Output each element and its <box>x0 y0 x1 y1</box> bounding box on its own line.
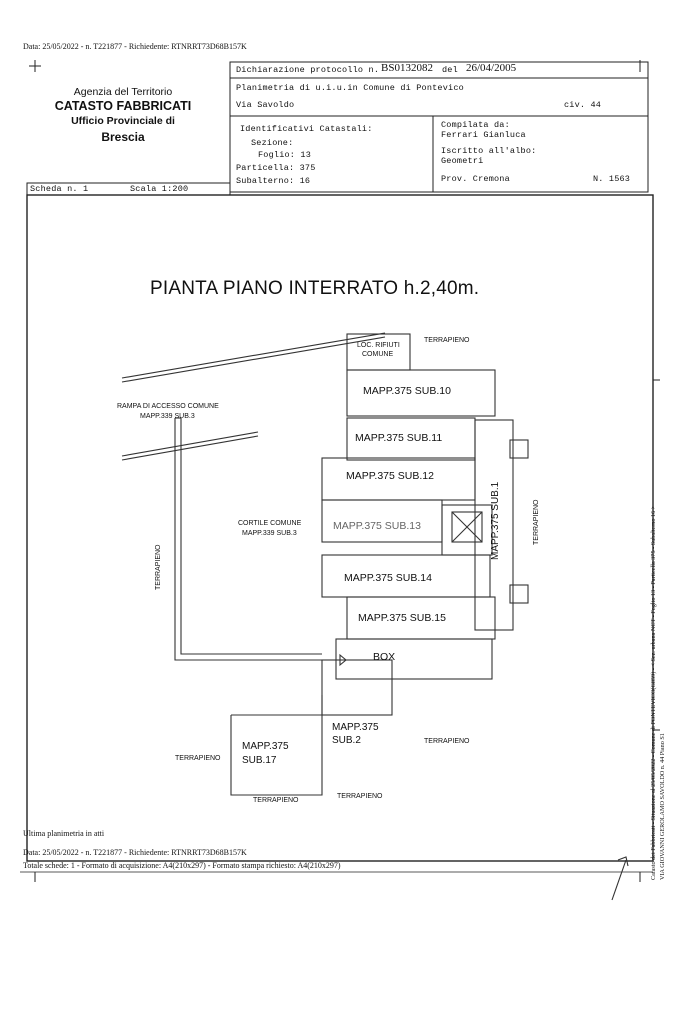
identifier-sezione: Sezione: <box>251 138 294 148</box>
label-terrapieno-bottom-mid: TERRAPIENO <box>337 793 383 800</box>
identifiers-title: Identificativi Catastali: <box>240 124 373 134</box>
room-sub11: MAPP.375 SUB.11 <box>355 432 443 444</box>
identifier-particella: Particella: 375 <box>236 163 316 173</box>
label-loc-rifiuti: LOC. RIFIUTI <box>357 342 400 349</box>
compiled-by-name: Ferrari Gianluca <box>441 130 526 140</box>
label-cortile: CORTILE COMUNE <box>238 520 302 527</box>
registered-value: Geometri <box>441 156 484 166</box>
planimetria-text: Planimetria di u.i.u.in Comune di Pontevico <box>236 83 464 93</box>
room-sub1: MAPP.375 SUB.1 <box>490 481 501 560</box>
sheet-scale: Scala 1:200 <box>130 184 189 194</box>
agency-name: Agenzia del Territorio <box>73 86 173 98</box>
protocol-prefix: Dichiarazione protocollo n. <box>236 65 380 75</box>
compiled-by-label: Compilata da: <box>441 120 510 130</box>
label-terrapieno-top: TERRAPIENO <box>424 337 470 344</box>
label-terrapieno-right: TERRAPIENO <box>533 499 540 545</box>
label-rampa-sub: MAPP.339 SUB.3 <box>140 413 195 420</box>
label-terrapieno-right-bottom: TERRAPIENO <box>424 738 470 745</box>
label-cortile-sub: MAPP.339 SUB.3 <box>242 530 297 537</box>
side-note-address: VIA GIOVANNI GEROLAMO SAVOLDO n. 44 Piano S1 <box>659 733 666 880</box>
protocol-date: 26/04/2005 <box>466 62 517 74</box>
room-sub12: MAPP.375 SUB.12 <box>346 470 434 482</box>
room-sub10: MAPP.375 SUB.10 <box>363 385 451 397</box>
agency-office: Ufficio Provinciale di <box>71 115 175 127</box>
label-terrapieno-left: TERRAPIENO <box>155 544 162 590</box>
identifier-subalterno: Subalterno: 16 <box>236 176 311 186</box>
sheet-number: Scheda n. 1 <box>30 184 89 194</box>
civic-number: civ. 44 <box>564 100 602 110</box>
registered-label: Iscritto all'albo: <box>441 146 537 156</box>
room-sub17-a: MAPP.375 <box>242 741 289 752</box>
room-sub2-b: SUB.2 <box>332 735 361 746</box>
protocol-del: del <box>442 65 458 75</box>
room-sub2-a: MAPP.375 <box>332 722 379 733</box>
room-sub14: MAPP.375 SUB.14 <box>344 572 432 584</box>
protocol-number: BS0132082 <box>381 62 433 74</box>
identifier-foglio: Foglio: 13 <box>258 150 312 160</box>
room-sub15: MAPP.375 SUB.15 <box>358 612 446 624</box>
header-request-info: Data: 25/05/2022 - n. T221877 - Richiedente: RTNRRT73D68B157K <box>23 42 247 51</box>
agency-province: Brescia <box>101 130 145 144</box>
label-loc-rifiuti-comune: COMUNE <box>362 351 394 358</box>
footer-totale: Totale schede: 1 - Formato di acquisizione: A4(210x297) - Formato stampa richiesto: A4(210x297) <box>23 861 341 870</box>
side-note-situazione: Catasto dei Fabbricati - Situazione al 25/05/2022 - Comune di PONTEVICO(G859) - < Sez. urbana NCT - Foglio 13 - Particella 375 - Subalterno 16 > <box>650 505 657 880</box>
label-terrapieno-left-bottom: TERRAPIENO <box>175 755 221 762</box>
footer-ultima: Ultima planimetria in atti <box>23 829 105 838</box>
room-sub17-b: SUB.17 <box>242 755 277 766</box>
footer-data: Data: 25/05/2022 - n. T221877 - Richiedente: RTNRRT73D68B157K <box>23 848 247 857</box>
room-box: BOX <box>373 651 396 663</box>
plan-title: PIANTA PIANO INTERRATO h.2,40m. <box>150 278 480 299</box>
room-sub13: MAPP.375 SUB.13 <box>333 520 421 532</box>
address: Via Savoldo <box>236 100 295 110</box>
agency-catasto: CATASTO FABBRICATI <box>54 99 192 113</box>
province: Prov. Cremona <box>441 174 510 184</box>
label-terrapieno-bottom: TERRAPIENO <box>253 797 299 804</box>
registration-number: N. 1563 <box>593 174 631 184</box>
label-rampa: RAMPA DI ACCESSO COMUNE <box>117 403 219 410</box>
